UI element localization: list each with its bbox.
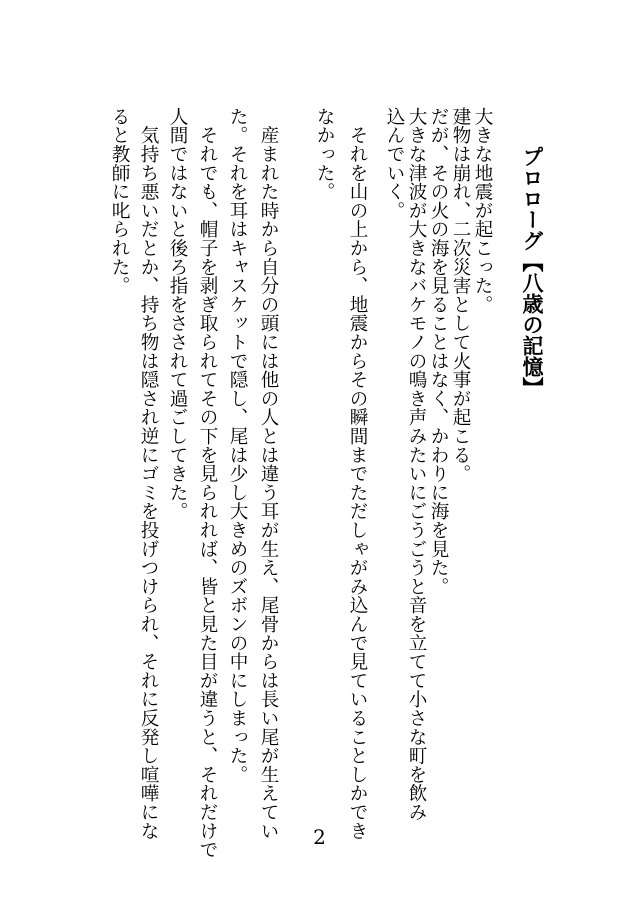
text-column-3: だが、その火の海を見ることはなく、かわりに海を見た。 <box>428 107 449 596</box>
page-number: 2 <box>313 825 326 849</box>
text-column-9: 産まれた時から自分の頭には他の人とは違う耳が生え、尾骨からは長い尾が生えてい <box>258 107 279 841</box>
text-column-14: ると教師に叱られた。 <box>109 107 130 295</box>
text-column-2: 建物は崩れ、二次災害として火事が起こる。 <box>450 107 471 483</box>
text-column-4: 大きな津波が大きなバケモノの鳴き声みたいにごうごうと音を立てて小さな町を飲み <box>406 107 427 822</box>
text-column-11: それでも、帽子を剥ぎ取られてその下を見られれば、皆と見た目が違うと、それだけで <box>197 107 218 859</box>
chapter-title: プロローグ【八歳の記憶】 <box>520 146 545 398</box>
text-column-6: それを山の上から、地震からその瞬間までただしゃがみ込んで見ていることしかでき <box>347 107 368 841</box>
text-column-13: 気持ち悪いだとか、持ち物は隠され逆にゴミを投げつけられ、それに反発し喧嘩にな <box>138 107 159 841</box>
text-column-10: た。それを耳はキャスケットで隠し、尾は少し大きめのズボンの中にしまった。 <box>227 107 248 784</box>
text-column-7: なかった。 <box>314 107 335 201</box>
text-column-5: 込んでいく。 <box>384 107 405 220</box>
text-column-12: 人間ではないと後ろ指をさされて過ごしてきた。 <box>167 107 188 521</box>
text-column-1: 大きな地震が起こった。 <box>472 107 493 314</box>
